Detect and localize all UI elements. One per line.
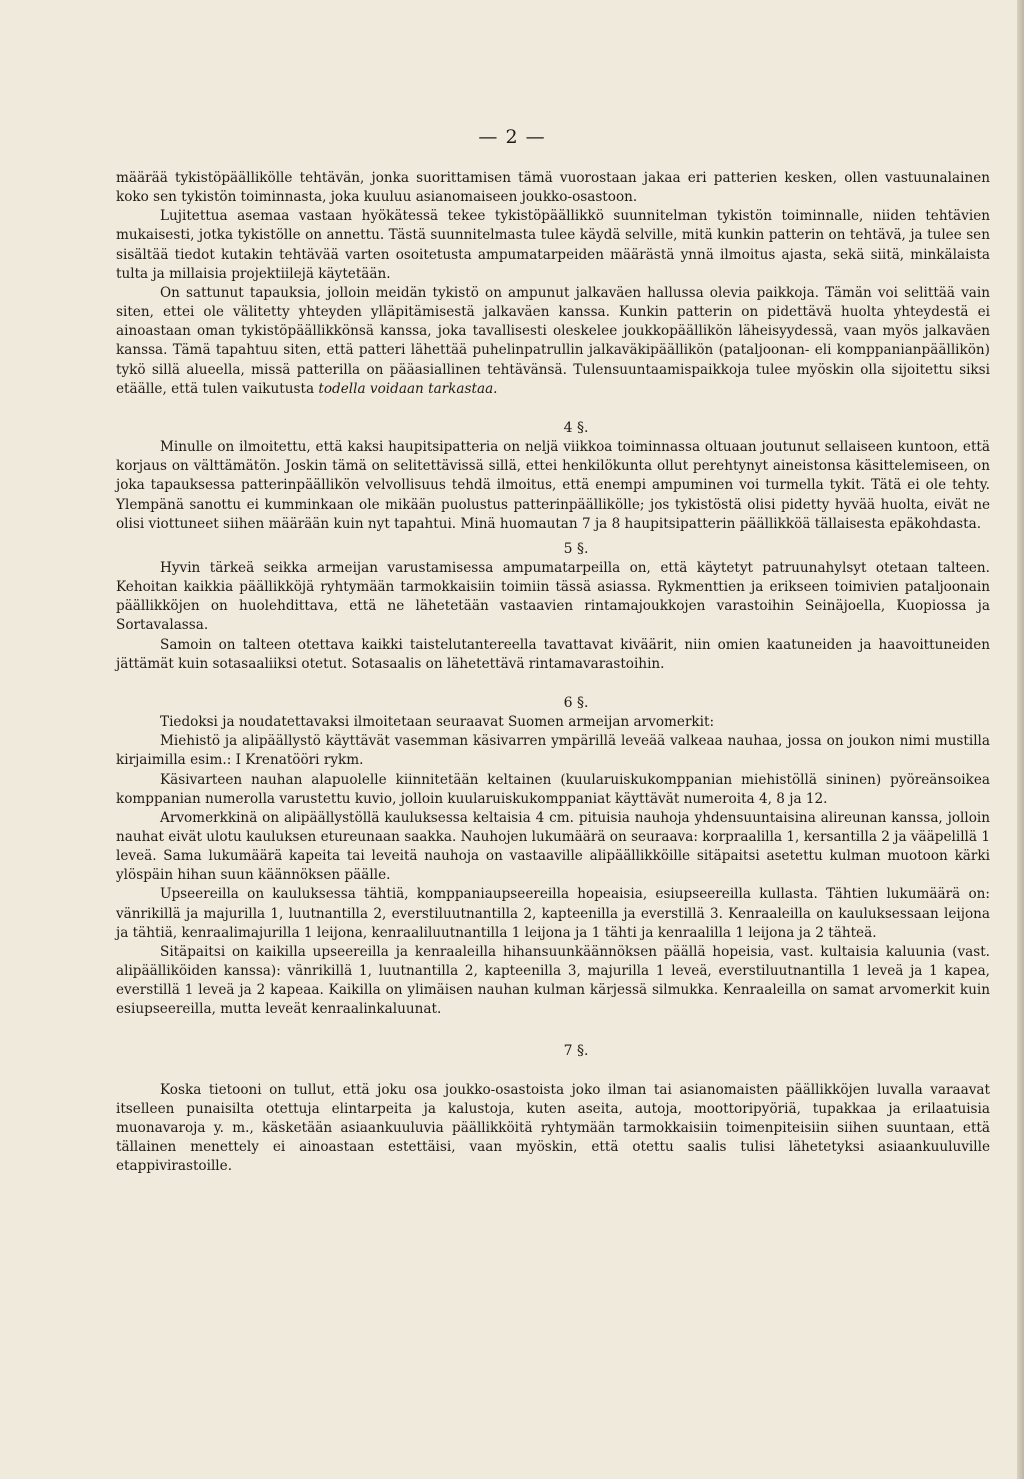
section-4-paragraph-1: Minulle on ilmoitettu, että kaksi haupitsipatteria on neljä viikkoa toiminnassa oltuaan joutunut sellaiseen kuntoon, että korjaus on välttämätön. Joskin tämä on selitettävissä sillä, ettei henkilökunta ollut perehtynyt aineistonsa käsittelemiseen, on joka tapauksessa patterinpäällikön velvollisuus tehdä ilmoitus, että enempi ampuminen voi turmella tykit. Tätä ei ole tehty. Ylempänä sanottu ei kumminkaan ole mikään puolustus patterinpäällikölle; jos tykistöstä olisi pidetty hyvää huolta, eivät ne olisi viottuneet siihen määrään kuin nyt tapahtui. Minä huomautan 7 ja 8 haupitsipatterin päällikköä tällaisesta epäkohdasta. (116, 439, 990, 532)
intro-italic-tail: todella voidaan tarkastaa. (318, 380, 498, 397)
intro-paragraph-1: määrää tykistöpäällikölle tehtävän, jonka suorittamisen tämä vuorostaan jakaa eri patterien kesken, ollen vastuunalainen koko sen tykistön toiminnasta, joka kuuluu asianomaiseen joukko-osastoon. (116, 170, 990, 206)
section-6-paragraph-3: Käsivarteen nauhan alapuolelle kiinnitetään keltainen (kuularuiskukomppanian miehistöllä sininen) pyöreänsoikea komppanian numerolla varustettu kuvio, jolloin kuularuiskukomppaniat käyttävät numeroita 4, 8 ja 12. (116, 771, 990, 807)
page-number: — 2 — (478, 126, 546, 148)
section-5-heading: 5 §. (563, 540, 589, 557)
section-6-paragraph-1: Tiedoksi ja noudatettavaksi ilmoitetaan seuraavat Suomen armeijan arvomerkit: (160, 714, 715, 731)
intro-paragraph-3-text: On sattunut tapauksia, jolloin meidän tykistö on ampunut jalkaväen hallussa olevia paikkoja. Tämän voi selittää vain siten, ettei ole välitetty yhteyden ylläpitämisestä jalkaväen kanssa. Kunkin patterin on pidettävä huolta yhteydestä ei ainoastaan oman tykistöpäällikkönsä kanssa, joka tavallisesti oleskelee joukkopäällikön läheisyydessä, vaan myös jalkaväen kanssa. Tämä tapahtuu siten, että patteri lähettää puhelinpatrullin jalkaväkipäällikön (pataljoonan- eli komppanianpäällikön) tykö sillä alueella, missä patterilla on pääasiallinen tehtävänsä. Tulensuuntaamispaikkoja tulee myöskin olla sijoitettu siksi etäälle, että tulen vaikutusta (116, 284, 990, 397)
intro-paragraph-3 (116, 284, 990, 399)
page-edge-shadow (1017, 0, 1024, 1479)
intro-paragraph-2: Lujitettua asemaa vastaan hyökätessä tekee tykistöpäällikkö suunnitelman tykistön toiminnalle, niiden tehtävien mukaisesti, jotka tykistölle on annettu. Tästä suunnitelmasta tulee käydä selville, mitä kunkin patterin on tehtävä, ja tulee sen sisältää tiedot kutakin tehtävää varten osoitetusta ampumatarpeiden määrästä ynnä ilmoitus ajasta, sekä siitä, minkälaista tulta ja millaisia projektiilejä käytetään. (116, 208, 990, 282)
section-4-heading: 4 §. (563, 419, 589, 436)
section-6-paragraph-2: Miehistö ja alipäällystö käyttävät vasemman käsivarren ympärillä leveää valkeaa nauhaa, jossa on joukon nimi mustilla kirjaimilla esim.: I Krenatööri rykm. (116, 733, 990, 769)
section-6-paragraph-5: Upseereilla on kauluksessa tähtiä, komppaniaupseereilla hopeaisia, esiupseereilla kullasta. Tähtien lukumäärä on: vänrikillä ja majurilla 1, luutnantilla 2, everstiluutnantilla 2, kapteenilla ja everstillä 3. Kenraaleilla on kauluksessaan leijona ja tähtiä, kenraalimajurilla 1 leijona, kenraaliluutnantilla 1 leijona ja 1 tähti ja kenraalilla 1 leijona ja 2 tähteä. (116, 886, 990, 941)
section-5-paragraph-1: Hyvin tärkeä seikka armeijan varustamisessa ampumatarpeilla on, että käytetyt patruunahylsyt otetaan talteen. Kehoitan kaikkia päällikköjä ryhtymään tarmokkaisiin toimiin tässä asiassa. Rykmenttien ja erikseen toimivien pataljoonain päällikköjen on huolehdittava, että ne lähetetään vastaavien rintamajoukkojen varastoihin Seinäjoella, Kuopiossa ja Sortavalassa. (116, 559, 990, 634)
section-5-paragraph-2: Samoin on talteen otettava kaikki taistelutantereella tavattavat kiväärit, niin omien kaatuneiden ja haavoittuneiden jättämät kuin sotasaaliiksi otetut. Sotasaalis on lähetettävä rintamavarastoihin. (116, 636, 990, 672)
section-7-heading: 7 §. (563, 1042, 589, 1059)
section-7-paragraph-1: Koska tietooni on tullut, että joku osa joukko-osastoista joko ilman tai asianomaisten päällikköjen luvalla varaavat itselleen punaisilta otettuja elintarpeita ja kalustoja, kuten aseita, autoja, moottoripyöriä, tupakkaa ja erilaatuisia muonavaroja y. m., käsketään asiaankuuluvia päällikköitä ryhtymään tarmokkaisiin toimenpiteisiin siihen suuntaan, että tällainen menettely ei ainoastaan estettäisi, vaan myöskin, että otettu saalis tulisi lähetetyksi asiaankuuluville etappivirastoille. (116, 1081, 990, 1175)
section-6-heading: 6 §. (563, 694, 589, 711)
document-body (116, 169, 990, 1177)
section-6-paragraph-4: Arvomerkkinä on alipäällystöllä kauluksessa keltaisia 4 cm. pituisia nauhoja yhdensuuntaisina alireunan kanssa, jolloin nauhat eivät ulotu kauluksen etureunaan saakka. Nauhojen lukumäärä on seuraava: korpraalilla 1, kersantilla 2 ja vääpelillä 1 leveä. Sama lukumäärä kapeita tai leveitä nauhoja on vastaaville alipäällikköille sitäpaitsi asetettu kulman muotoon kärki ylöspäin hihan suun käännöksen päälle. (116, 809, 990, 884)
section-6-paragraph-6: Sitäpaitsi on kaikilla upseereilla ja kenraaleilla hihansuunkäännöksen päällä hopeisia, vast. kultaisia kaluunia (vast. alipäälliköiden kanssa): vänrikillä 1, luutnantilla 2, kapteenilla 3, majurilla 1 leveä, everstiluutnantilla 1 leveä ja 1 kapea, everstillä 1 leveä ja 2 kapeaa. Kaikilla on ylimäisen nauhan kulman kärjessä silmukka. Kenraaleilla on samat arvomerkit kuin esiupseereilla, mutta leveät kenraalinkaluunat. (116, 943, 990, 1018)
